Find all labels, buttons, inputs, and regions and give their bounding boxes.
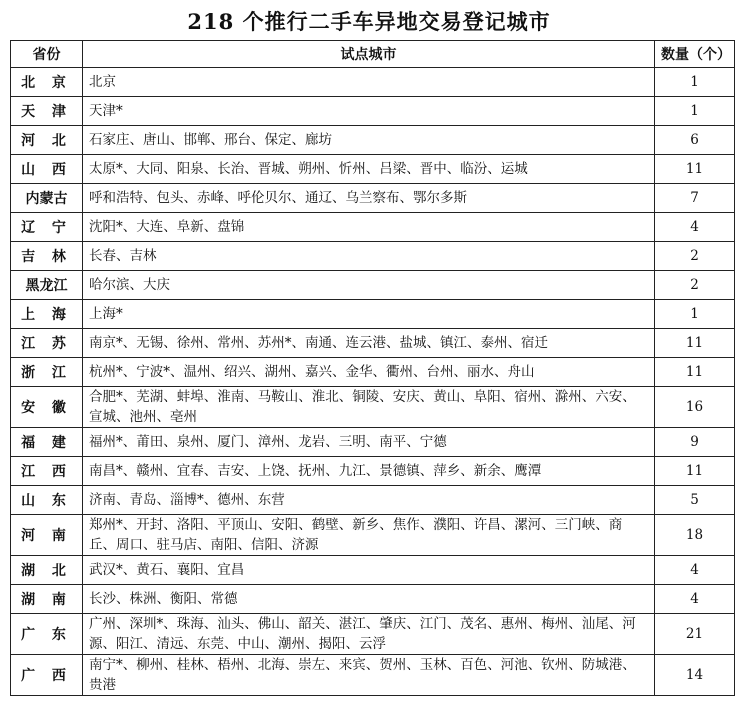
- cities-cell: 武汉*、黄石、襄阳、宜昌: [83, 556, 655, 585]
- page-title: 218 个推行二手车异地交易登记城市: [187, 9, 551, 34]
- count-cell: 2: [655, 242, 735, 271]
- table-row: [11, 655, 735, 696]
- province-cell: 内蒙古: [11, 184, 83, 213]
- province-cell: 江 西: [11, 457, 83, 486]
- cities-cell: 呼和浩特、包头、赤峰、呼伦贝尔、通辽、乌兰察布、鄂尔多斯: [83, 184, 655, 213]
- cities-cell: 长春、吉林: [83, 242, 655, 271]
- count-cell: 1: [655, 97, 735, 126]
- count-cell: 1: [655, 300, 735, 329]
- cities-cell: 福州*、莆田、泉州、厦门、漳州、龙岩、三明、南平、宁德: [83, 428, 655, 457]
- table-row: [11, 155, 735, 184]
- table-row: [11, 614, 735, 655]
- header-province: 省份: [11, 41, 83, 68]
- table-row: [11, 126, 735, 155]
- province-cell: 山 东: [11, 486, 83, 515]
- cities-cell: 济南、青岛、淄博*、德州、东营: [83, 486, 655, 515]
- province-cell: 福 建: [11, 428, 83, 457]
- table-row: [11, 184, 735, 213]
- province-cell: 河 南: [11, 515, 83, 556]
- cities-cell: 合肥*、芜湖、蚌埠、淮南、马鞍山、淮北、铜陵、安庆、黄山、阜阳、宿州、滁州、六安、宣城、池州、亳州: [83, 387, 655, 428]
- cities-cell: 南宁*、柳州、桂林、梧州、北海、崇左、来宾、贺州、玉林、百色、河池、钦州、防城港、贵港: [83, 655, 655, 696]
- province-cell: 浙 江: [11, 358, 83, 387]
- table-row: [11, 515, 735, 556]
- cities-cell: 杭州*、宁波*、温州、绍兴、湖州、嘉兴、金华、衢州、台州、丽水、舟山: [83, 358, 655, 387]
- count-cell: 11: [655, 329, 735, 358]
- count-cell: 1: [655, 68, 735, 97]
- table-row: [11, 300, 735, 329]
- province-cell: 安 徽: [11, 387, 83, 428]
- header-cities: 试点城市: [83, 41, 655, 68]
- cities-cell: 太原*、大同、阳泉、长治、晋城、朔州、忻州、吕梁、晋中、临汾、运城: [83, 155, 655, 184]
- count-cell: 9: [655, 428, 735, 457]
- count-cell: 21: [655, 614, 735, 655]
- city-table: [10, 40, 735, 696]
- count-cell: 16: [655, 387, 735, 428]
- count-cell: 7: [655, 184, 735, 213]
- table-row: [11, 358, 735, 387]
- count-cell: 4: [655, 556, 735, 585]
- count-cell: 5: [655, 486, 735, 515]
- header-count: 数量（个）: [655, 41, 735, 68]
- cities-cell: 哈尔滨、大庆: [83, 271, 655, 300]
- cities-cell: 广州、深圳*、珠海、汕头、佛山、韶关、湛江、肇庆、江门、茂名、惠州、梅州、汕尾、河源、阳江、清远、东莞、中山、潮州、揭阳、云浮: [83, 614, 655, 655]
- count-cell: 11: [655, 457, 735, 486]
- cities-cell: 沈阳*、大连、阜新、盘锦: [83, 213, 655, 242]
- table-row: [11, 329, 735, 358]
- province-cell: 江 苏: [11, 329, 83, 358]
- province-cell: 山 西: [11, 155, 83, 184]
- table-row: [11, 585, 735, 614]
- table-row: [11, 428, 735, 457]
- province-cell: 河 北: [11, 126, 83, 155]
- table-row: [11, 213, 735, 242]
- table-header-row: [11, 41, 735, 68]
- count-cell: 18: [655, 515, 735, 556]
- province-cell: 天 津: [11, 97, 83, 126]
- cities-cell: 长沙、株洲、衡阳、常德: [83, 585, 655, 614]
- count-cell: 11: [655, 155, 735, 184]
- cities-cell: 天津*: [83, 97, 655, 126]
- table-row: [11, 68, 735, 97]
- table-body: [11, 68, 735, 696]
- cities-cell: 南京*、无锡、徐州、常州、苏州*、南通、连云港、盐城、镇江、泰州、宿迁: [83, 329, 655, 358]
- province-cell: 辽 宁: [11, 213, 83, 242]
- count-cell: 11: [655, 358, 735, 387]
- province-cell: 上 海: [11, 300, 83, 329]
- province-cell: 广 东: [11, 614, 83, 655]
- cities-cell: 北京: [83, 68, 655, 97]
- cities-cell: 南昌*、赣州、宜春、吉安、上饶、抚州、九江、景德镇、萍乡、新余、鹰潭: [83, 457, 655, 486]
- table-row: [11, 271, 735, 300]
- count-cell: 14: [655, 655, 735, 696]
- table-row: [11, 556, 735, 585]
- table-row: [11, 242, 735, 271]
- count-cell: 2: [655, 271, 735, 300]
- table-row: [11, 457, 735, 486]
- count-cell: 4: [655, 585, 735, 614]
- province-cell: 湖 北: [11, 556, 83, 585]
- province-cell: 黑龙江: [11, 271, 83, 300]
- province-cell: 湖 南: [11, 585, 83, 614]
- count-cell: 4: [655, 213, 735, 242]
- table-row: [11, 387, 735, 428]
- table-row: [11, 486, 735, 515]
- table-row: [11, 97, 735, 126]
- province-cell: 吉 林: [11, 242, 83, 271]
- province-cell: 北 京: [11, 68, 83, 97]
- cities-cell: 郑州*、开封、洛阳、平顶山、安阳、鹤壁、新乡、焦作、濮阳、许昌、漯河、三门峡、商丘、周口、驻马店、南阳、信阳、济源: [83, 515, 655, 556]
- cities-cell: 上海*: [83, 300, 655, 329]
- count-cell: 6: [655, 126, 735, 155]
- cities-cell: 石家庄、唐山、邯郸、邢台、保定、廊坊: [83, 126, 655, 155]
- province-cell: 广 西: [11, 655, 83, 696]
